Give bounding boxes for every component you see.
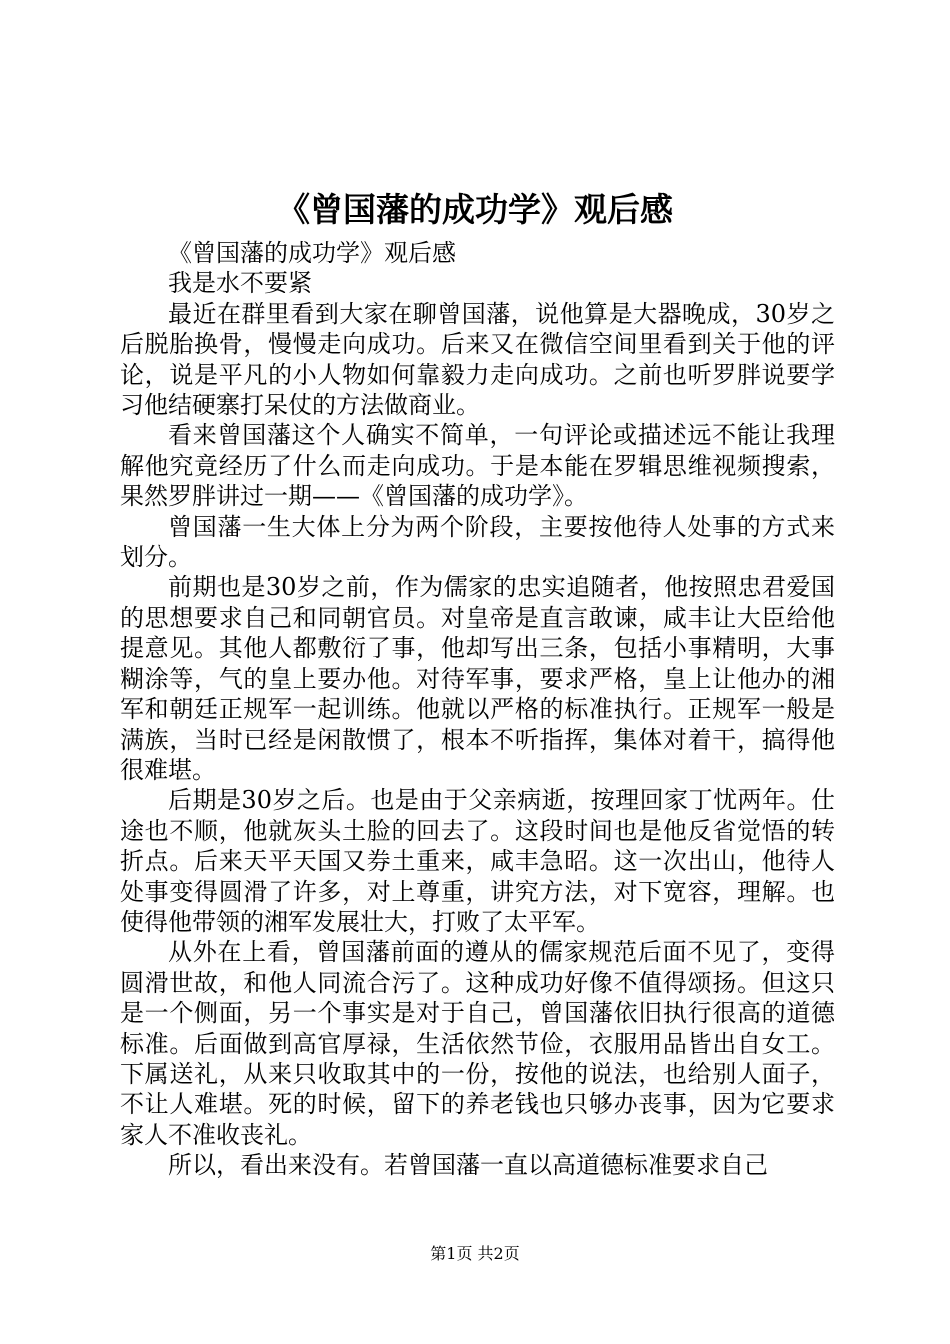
paragraph: 所以，看出来没有。若曾国藩一直以高道德标准要求自己	[168, 1151, 768, 1180]
document-title: 《曾国藩的成功学》观后感	[277, 190, 673, 229]
paragraph: 最近在群里看到大家在聊曾国藩，说他算是大器晚成，30岁之后脱胎换骨，慢慢走向成功。后来又在微信空间里看到关于他的评论，说是平凡的小人物如何靠毅力走向成功。之前也听罗胖说要学习他结硬寨打呆仗的方法做商业。	[120, 299, 835, 420]
paragraph: 看来曾国藩这个人确实不简单，一句评论或描述远不能让我理解他究竟经历了什么而走向成功。于是本能在罗辑思维视频搜索，果然罗胖讲过一期——《曾国藩的成功学》。	[120, 421, 835, 511]
page-number-footer: 第1页 共2页	[430, 1244, 520, 1263]
paragraph-subtitle: 《曾国藩的成功学》观后感	[168, 239, 456, 267]
paragraph: 后期是30岁之后。也是由于父亲病逝，按理回家丁忧两年。仕途也不顺，他就灰头土脸的回去了。这段时间也是他反省觉悟的转折点。后来天平天国又券土重来，咸丰急昭。这一次出山，他待人处事变得圆滑了许多，对上尊重，讲究方法，对下宽容，理解。也使得他带领的湘军发展壮大，打败了太平军。	[120, 786, 835, 936]
document-body	[120, 238, 835, 1181]
paragraph: 曾国藩一生大体上分为两个阶段，主要按他待人处事的方式来划分。	[120, 512, 835, 572]
paragraph: 前期也是30岁之前，作为儒家的忠实追随者，他按照忠君爱国的思想要求自己和同朝官员。对皇帝是直言敢谏，咸丰让大臣给他提意见。其他人都敷衍了事，他却写出三条，包括小事精明，大事糊涂等，气的皇上要办他。对待军事，要求严格，皇上让他办的湘军和朝廷正规军一起训练。他就以严格的标准执行。正规军一般是满族，当时已经是闲散惯了，根本不听指挥，集体对着干，搞得他很难堪。	[120, 573, 835, 784]
paragraph: 从外在上看，曾国藩前面的遵从的儒家规范后面不见了，变得圆滑世故，和他人同流合污了。这种成功好像不值得颂扬。但这只是一个侧面，另一个事实是对于自己，曾国藩依旧执行很高的道德标准。后面做到高官厚禄，生活依然节俭，衣服用品皆出自女工。下属送礼，从来只收取其中的一份，按他的说法，也给别人面子，不让人难堪。死的时候，留下的养老钱也只够办丧事，因为它要求家人不准收丧礼。	[120, 938, 835, 1149]
paragraph-author: 我是水不要紧	[168, 269, 312, 298]
